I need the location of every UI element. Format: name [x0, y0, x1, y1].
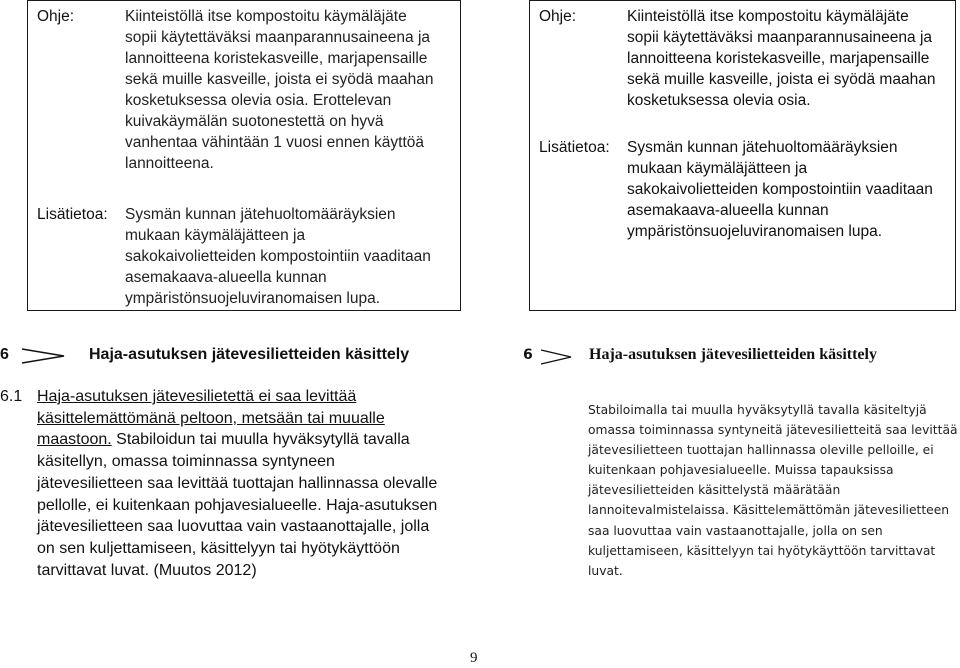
left-lisatietoa-label: Lisätietoa:: [37, 206, 108, 223]
left-ohje-text: [125, 6, 433, 174]
left-lisatietoa-line: ympäristönsuojeluviranomaisen lupa.: [125, 290, 381, 307]
left-ohje-line: sopii käytettäväksi maanparannusaineena ja: [125, 29, 431, 46]
revision-mark-icon: [20, 347, 66, 365]
section-6-1-body: [37, 386, 437, 581]
right-paragraph-line: Stabiloimalla tai muulla hyväksytyllä tavalla käsiteltyjä: [588, 403, 927, 417]
section-6-1-line: Haja-asutuksen jätevesilietettä ei saa levittää: [37, 388, 357, 405]
right-paragraph-line: kuitenkaan pohjavesialueelle. Muissa tapauksissa: [588, 463, 894, 478]
right-paragraph-line: jätevesilietteen tuottajan hallinnassa oleville pelloille, ei: [588, 443, 934, 458]
left-heading-title: Haja-asutuksen jätevesilietteiden käsittely: [89, 346, 410, 363]
right-ohje-line: Kiinteistöllä itse kompostoitu käymäläjäte: [627, 8, 909, 25]
left-ohje-label: Ohje:: [37, 8, 75, 25]
right-lisatietoa-line: sakokaivolietteiden kompostointiin vaaditaan: [627, 181, 933, 198]
revision-mark-icon: [539, 348, 573, 366]
section-6-1-line: [37, 429, 437, 451]
right-ohje-line: sopii käytettäväksi maanparannusaineena ja: [627, 29, 933, 46]
right-ohje-line: kosketuksessa olevia osia.: [627, 92, 811, 109]
right-lisatietoa-line: ympäristönsuojeluviranomaisen lupa.: [627, 223, 883, 240]
right-paragraph: [588, 400, 958, 581]
section-6-1-number: 6.1: [0, 388, 23, 405]
right-heading-title: Haja-asutuksen jätevesilietteiden käsittely: [589, 346, 877, 363]
page-number: 9: [470, 650, 478, 666]
section-6-1-line: käsittelemättömänä peltoon, metsään tai muualle: [37, 409, 385, 427]
left-ohje-line: sekä muille kasveille, joista ei syödä maahan: [125, 71, 434, 88]
left-lisatietoa-line: Sysmän kunnan jätehuoltomääräyksien: [125, 206, 396, 223]
left-ohje-line: Kiinteistöllä itse kompostoitu käymäläjäte: [125, 8, 407, 25]
right-heading-number: 6: [523, 347, 533, 363]
right-ohje-label: Ohje:: [539, 8, 577, 25]
right-ohje-line: lannoitteena koristekasveille, marjapensaille: [627, 50, 930, 67]
section-6-1-line: käsitellyn, omassa toiminnassa syntyneen: [37, 453, 335, 471]
right-ohje-text: [627, 6, 935, 111]
left-lisatietoa-line: sakokaivolietteiden kompostointiin vaaditaan: [125, 248, 431, 265]
right-lisatietoa-label: Lisätietoa:: [539, 139, 610, 156]
right-paragraph-line: kuljettamiseen, käsittelyyn tai hyötykäyttöön tarvittavat: [588, 543, 936, 558]
section-6-1-line: on sen kuljettamiseen, käsittelyyn tai hyötykäyttöön: [37, 539, 400, 557]
section-6-1-line: jätevesilietteen saa luovuttaa vain vastaanottajalle, jolla: [37, 518, 430, 536]
left-ohje-line: lannoitteena.: [125, 155, 214, 172]
right-lisatietoa-text: [627, 137, 933, 242]
right-lisatietoa-line: Sysmän kunnan jätehuoltomääräyksien: [627, 139, 898, 156]
left-ohje-line: kuivakäymälän suotonestettä on hyvä: [125, 113, 384, 130]
section-6-1-fragment: Stabiloidun tai muulla hyväksytyllä tavalla: [111, 431, 410, 449]
right-ohje-line: sekä muille kasveille, joista ei syödä maahan: [627, 71, 936, 88]
left-ohje-line: vanhentaa vähintään 1 vuosi ennen käyttöä: [125, 134, 425, 151]
right-paragraph-line: luvat.: [588, 563, 623, 578]
right-info-box: [529, 0, 956, 311]
right-paragraph-line: saa luovuttaa vain vastaanottajalle, jolla on sen: [588, 523, 883, 538]
left-info-box: [27, 0, 461, 311]
section-6-1-line: pellolle, ei kuitenkaan pohjavesialueelle. Haja-asutuksen: [37, 496, 438, 514]
section-6-1-line: tarvittavat luvat. (Muutos 2012): [37, 561, 257, 579]
section-6-1-line: jätevesilietteen saa levittää tuottajan hallinnassa olevalle: [37, 474, 438, 492]
right-lisatietoa-line: mukaan käymäläjätteen ja: [627, 160, 808, 177]
right-paragraph-line: omassa toiminnassa syntyneitä jätevesilietteitä saa levittää: [588, 423, 958, 438]
left-lisatietoa-line: mukaan käymäläjätteen ja: [125, 227, 306, 244]
left-lisatietoa-text: [125, 204, 431, 309]
left-heading-number: 6: [0, 346, 9, 363]
right-paragraph-line: lannoitevalmistelaissa. Käsittelemättömän jätevesilietteen: [588, 503, 950, 518]
left-ohje-line: lannoitteena koristekasveille, marjapensaille: [125, 50, 428, 67]
right-lisatietoa-line: asemakaava-alueella kunnan: [627, 202, 829, 219]
left-ohje-line: kosketuksessa olevia osia. Erottelevan: [125, 92, 392, 109]
left-lisatietoa-line: asemakaava-alueella kunnan: [125, 269, 327, 286]
section-6-1-underlined-fragment: maastoon.: [37, 431, 112, 449]
right-paragraph-line: jätevesilietteiden käsittelystä määrätään: [588, 483, 841, 498]
